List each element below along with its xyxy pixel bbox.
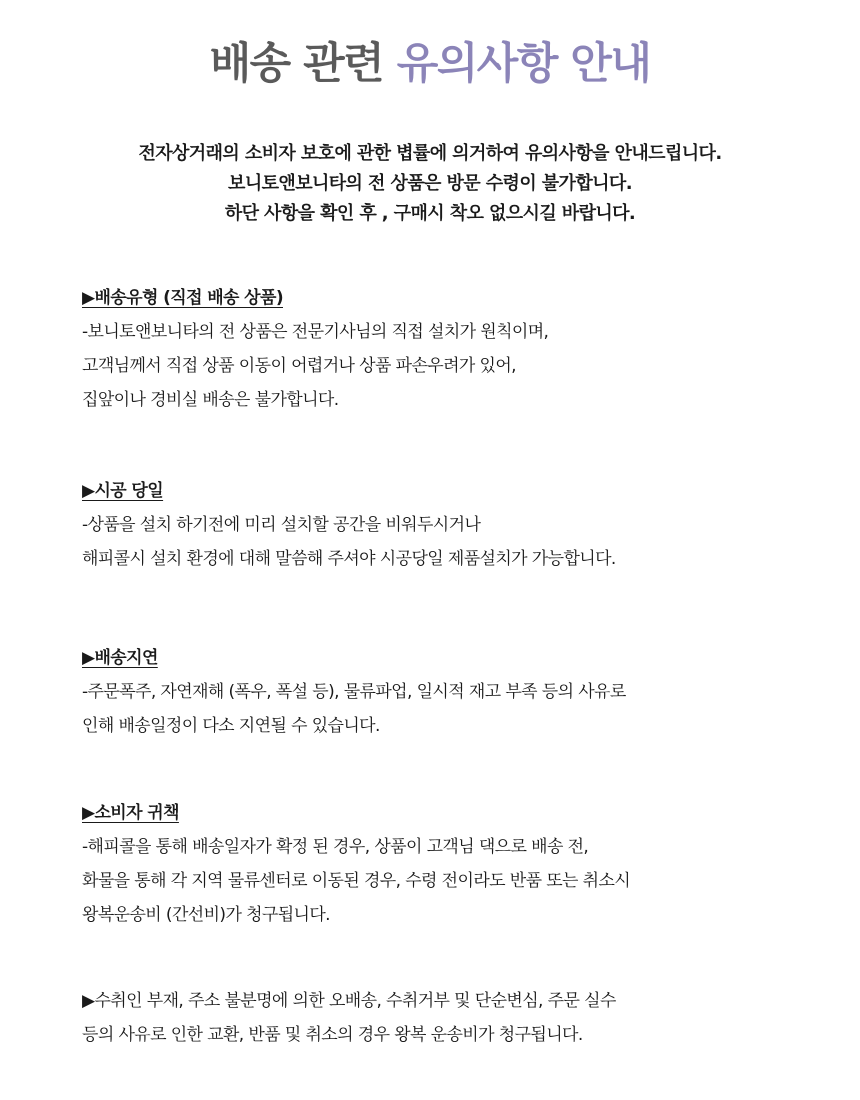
section-line: 인해 배송일정이 다소 지연될 수 있습니다. xyxy=(82,716,380,736)
section-line: 해피콜시 설치 환경에 대해 말씀해 주셔야 시공당일 제품설치가 가능합니다. xyxy=(82,549,616,569)
section-line: -보니토앤보니타의 전 상품은 전문기사님의 직접 설치가 원칙이며, xyxy=(82,322,549,342)
section-line: 고객님께서 직접 상품 이동이 어렵거나 상품 파손우려가 있어, xyxy=(82,356,516,376)
intro-text xyxy=(0,139,860,229)
section-install-day xyxy=(82,474,802,576)
section-line: 왕복운송비 (간선비)가 청구됩니다. xyxy=(82,905,330,925)
intro-line: 하단 사항을 확인 후 , 구매시 착오 없으시길 바랍니다. xyxy=(224,203,636,224)
section-line: ▶수취인 부재, 주소 불분명에 의한 오배송, 수취거부 및 단순변심, 주문 실수 xyxy=(82,991,616,1011)
section-line: 집앞이나 경비실 배송은 불가합니다. xyxy=(82,390,339,410)
page-title xyxy=(0,36,860,92)
section-return-shipping xyxy=(82,984,802,1052)
intro-line: 전자상거래의 소비자 보호에 관한 볍률에 의거하여 유의사항을 안내드립니다. xyxy=(138,143,722,164)
intro-line: 보니토앤보니타의 전 상품은 방문 수령이 불가합니다. xyxy=(228,173,632,194)
section-line: -해피콜을 통해 배송일자가 확정 된 경우, 상품이 고객님 댁으로 배송 전, xyxy=(82,837,589,857)
title-part-2: 유의사항 안내 xyxy=(396,39,651,89)
section-heading: ▶배송유형 (직접 배송 상품) xyxy=(82,288,283,308)
section-heading: ▶시공 당일 xyxy=(82,481,164,501)
section-consumer-fault xyxy=(82,796,802,932)
section-heading: ▶배송지연 xyxy=(82,648,158,668)
section-delivery-type xyxy=(82,281,802,417)
section-line: 등의 사유로 인한 교환, 반품 및 취소의 경우 왕복 운송비가 청구됩니다. xyxy=(82,1025,583,1045)
title-part-1: 배송 관련 xyxy=(209,39,384,89)
section-line: -상품을 설치 하기전에 미리 설치할 공간을 비워두시거나 xyxy=(82,515,481,535)
section-heading: ▶소비자 귀책 xyxy=(82,803,179,823)
section-delivery-delay xyxy=(82,641,802,743)
section-line: 화물을 통해 각 지역 물류센터로 이동된 경우, 수령 전이라도 반품 또는 취소시 xyxy=(82,871,631,891)
section-line: -주문폭주, 자연재해 (폭우, 폭설 등), 물류파업, 일시적 재고 부족 등의 사유로 xyxy=(82,682,626,702)
